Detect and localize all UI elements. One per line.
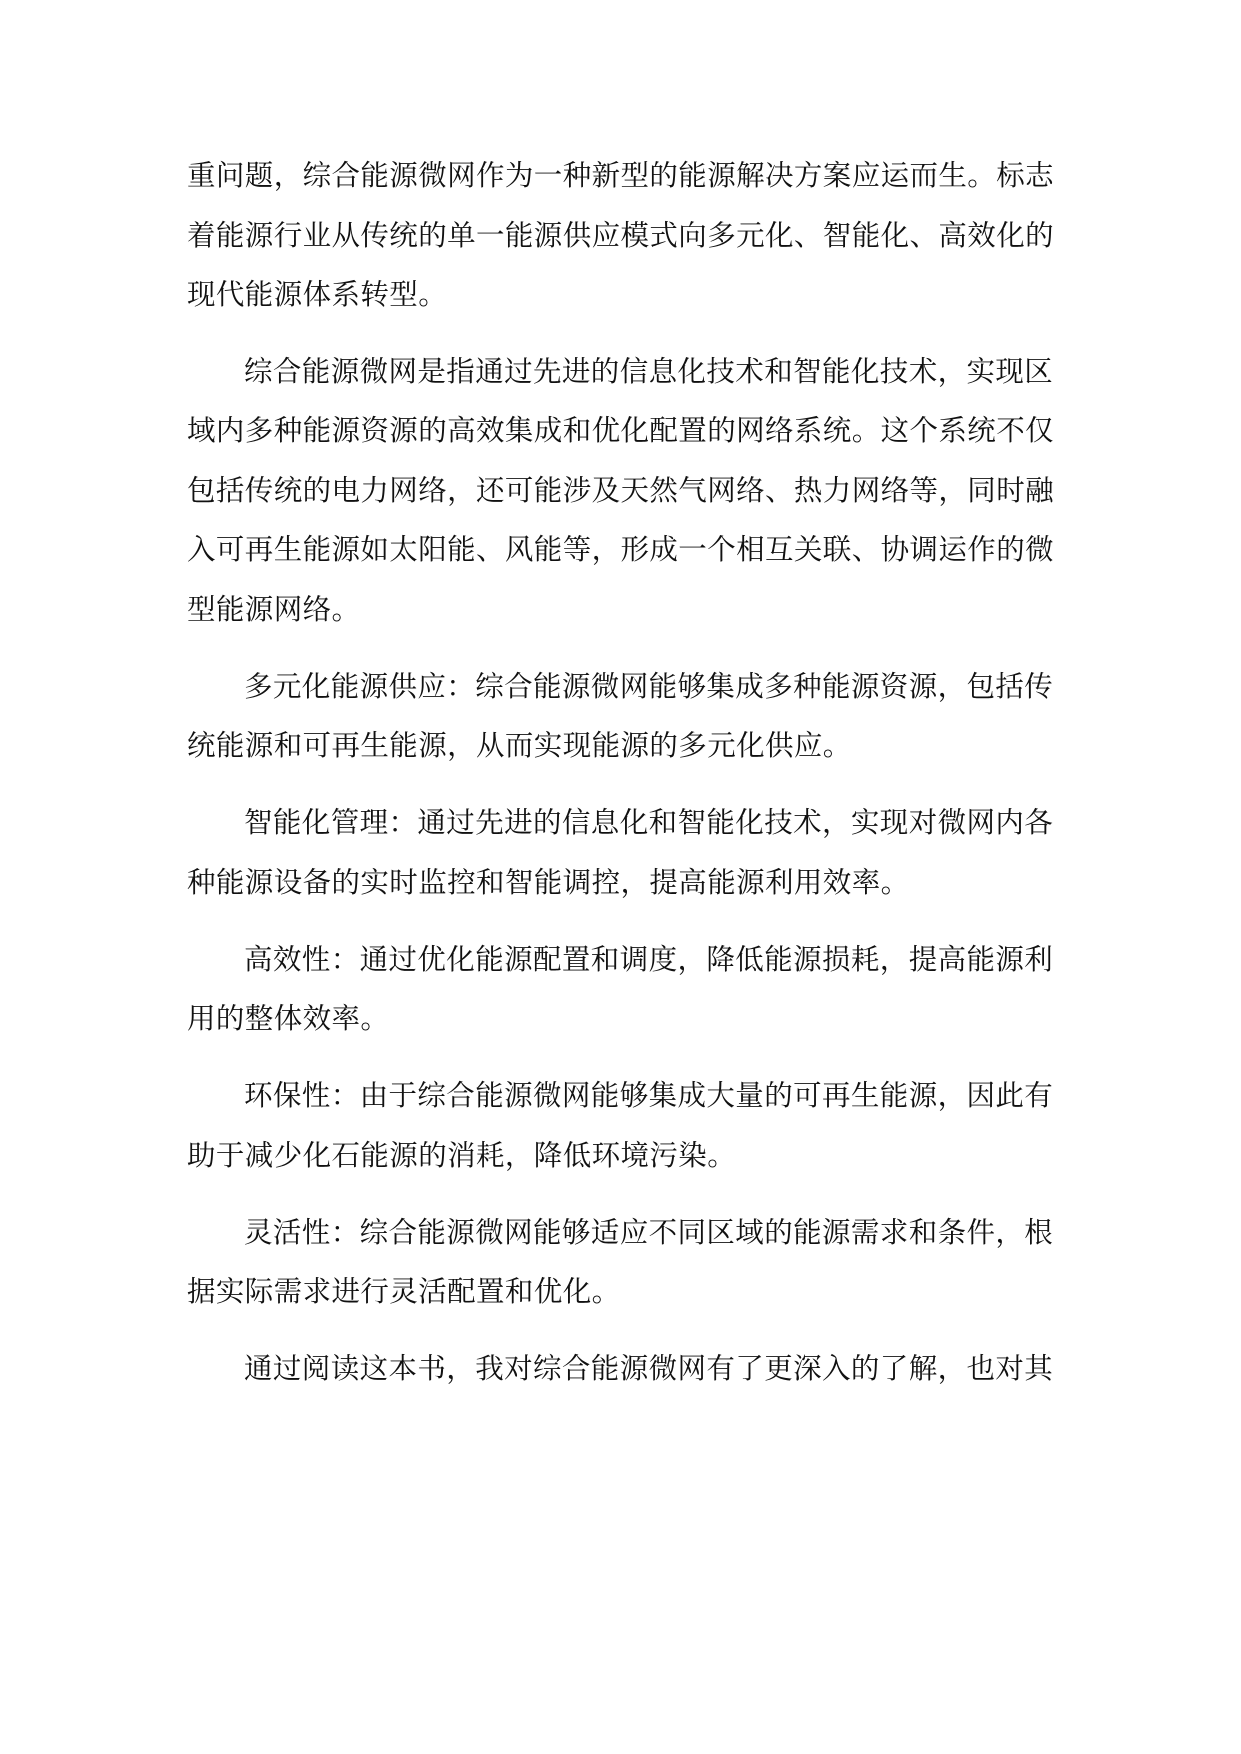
text-line: 着能源行业从传统的单一能源供应模式向多元化、智能化、高效化的 [187,218,1055,252]
text-line: 入可再生能源如太阳能、风能等，形成一个相互关联、协调运作的微 [187,533,1055,566]
text-line: 灵活性：综合能源微网能够适应不同区域的能源需求和条件，根 [244,1215,1054,1249]
text-line: 包括传统的电力网络，还可能涉及天然气网络、热力网络等，同时融 [187,473,1055,507]
text-line: 型能源网络。 [187,592,361,626]
paragraph-intelligent-management [187,793,1053,912]
text-line: 用的整体效率。 [187,1002,390,1035]
paragraph-environmental [187,1066,1053,1185]
text-line: 统能源和可再生能源，从而实现能源的多元化供应。 [187,729,852,762]
paragraph-definition [187,342,1053,640]
body-text [187,146,1053,1416]
text-line: 助于减少化石能源的消耗，降低环境污染。 [187,1138,737,1172]
paragraph-diversified-supply [187,657,1053,776]
text-line: 多元化能源供应：综合能源微网能够集成多种能源资源，包括传 [244,669,1054,703]
text-line: 现代能源体系转型。 [187,278,448,311]
text-line: 高效性：通过优化能源配置和调度，降低能源损耗，提高能源利 [244,942,1054,976]
paragraph-high-efficiency [187,930,1053,1049]
paragraph-intro-continuation [187,146,1053,325]
paragraph-reflection [187,1339,1053,1399]
text-line: 重问题，综合能源微网作为一种新型的能源解决方案应运而生。标志 [187,159,1055,192]
text-line: 综合能源微网是指通过先进的信息化技术和智能化技术，实现区 [244,354,1054,388]
text-line: 环保性：由于综合能源微网能够集成大量的可再生能源，因此有 [244,1079,1054,1112]
text-line: 通过阅读这本书，我对综合能源微网有了更深入的了解，也对其 [244,1352,1054,1385]
paragraph-flexibility [187,1203,1053,1322]
text-line: 种能源设备的实时监控和智能调控，提高能源利用效率。 [187,865,910,899]
text-line: 智能化管理：通过先进的信息化和智能化技术，实现对微网内各 [244,806,1054,839]
text-line: 据实际需求进行灵活配置和优化。 [187,1275,621,1308]
text-line: 域内多种能源资源的高效集成和优化配置的网络系统。这个系统不仅 [187,414,1055,447]
